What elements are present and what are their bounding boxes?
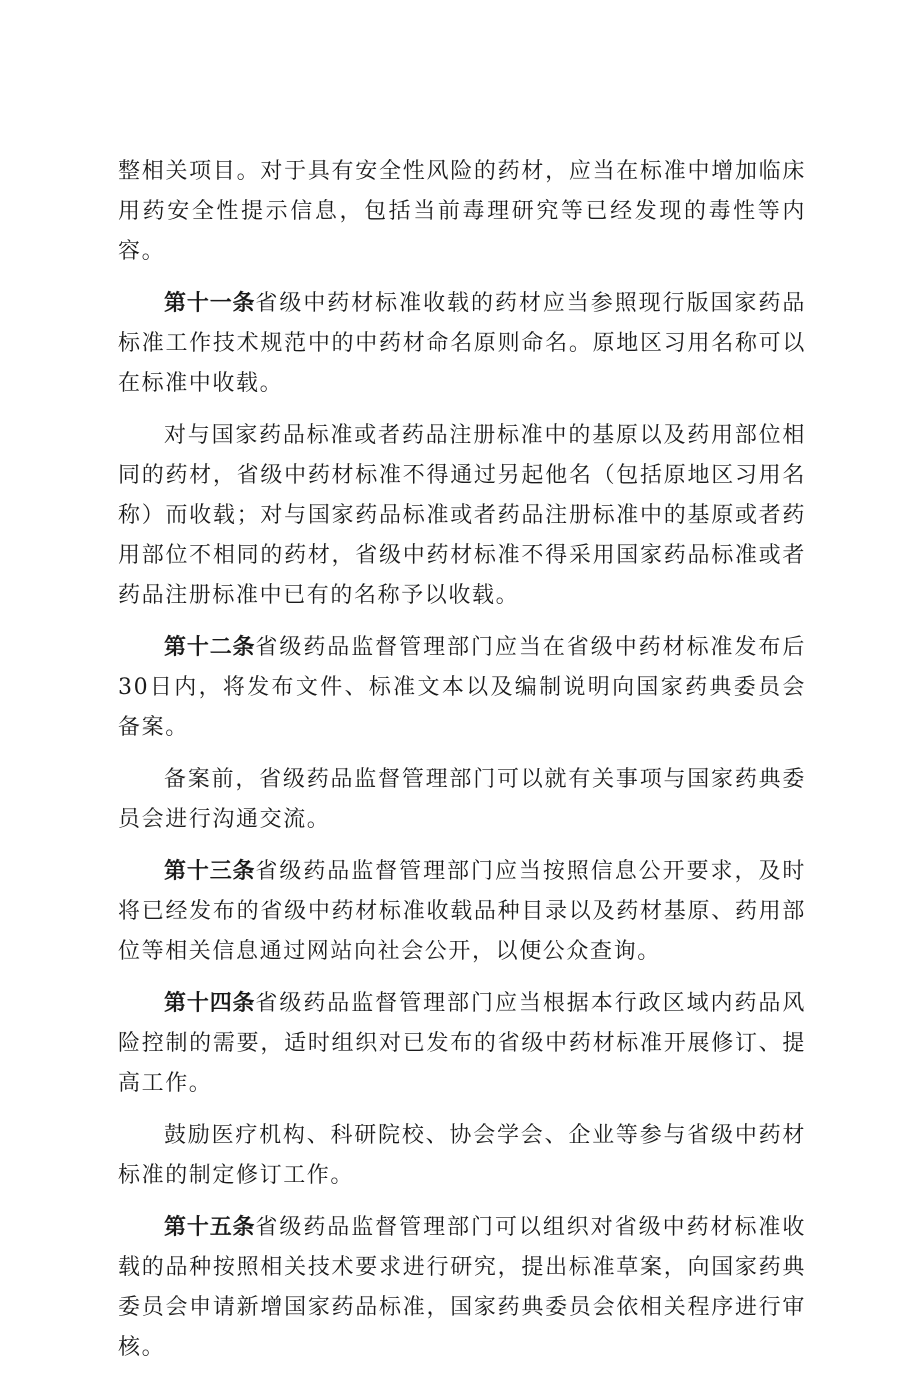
document-body [118, 152, 806, 1380]
paragraph-text: 鼓励医疗机构、科研院校、协会学会、企业等参与省级中药材标准的制定修订工作。 [118, 1123, 806, 1188]
article-number: 第十三条 [164, 859, 256, 884]
article-number: 第十一条 [164, 291, 256, 316]
paragraph-text: 省级药品监督管理部门可以组织对省级中药材标准收载的品种按照相关技术要求进行研究，提出标准草案，向国家药典委员会申请新增国家药品标准，国家药典委员会依相关程序进行审核。 [118, 1215, 806, 1360]
article-number: 第十二条 [164, 635, 256, 660]
paragraph-text: 整相关项目。对于具有安全性风险的药材，应当在标准中增加临床用药安全性提示信息，包括当前毒理研究等已经发现的毒性等内容。 [118, 159, 806, 264]
article-12-paragraph [118, 628, 806, 748]
paragraph-text: 备案前，省级药品监督管理部门可以就有关事项与国家药典委员会进行沟通交流。 [118, 767, 806, 832]
article-11-paragraph [118, 284, 806, 404]
paragraph-text: 省级药品监督管理部门应当在省级中药材标准发布后30日内，将发布文件、标准文本以及编制说明向国家药典委员会备案。 [118, 635, 806, 740]
article-15-paragraph [118, 1208, 806, 1368]
paragraph [118, 416, 806, 616]
paragraph [118, 760, 806, 840]
article-number: 第十四条 [164, 991, 256, 1016]
paragraph [118, 152, 806, 272]
article-13-paragraph [118, 852, 806, 972]
paragraph-text: 对与国家药品标准或者药品注册标准中的基原以及药用部位相同的药材，省级中药材标准不得通过另起他名（包括原地区习用名称）而收载；对与国家药品标准或者药品注册标准中的基原或者药用部位不相同的药材，省级中药材标准不得采用国家药品标准或者药品注册标准中已有的名称予以收载。 [118, 423, 806, 608]
article-14-paragraph [118, 984, 806, 1104]
paragraph-text: 省级中药材标准收载的药材应当参照现行版国家药品标准工作技术规范中的中药材命名原则命名。原地区习用名称可以在标准中收载。 [118, 291, 806, 396]
paragraph-text: 省级药品监督管理部门应当根据本行政区域内药品风险控制的需要，适时组织对已发布的省级中药材标准开展修订、提高工作。 [118, 991, 806, 1096]
paragraph [118, 1116, 806, 1196]
paragraph-text: 省级药品监督管理部门应当按照信息公开要求，及时将已经发布的省级中药材标准收载品种目录以及药材基原、药用部位等相关信息通过网站向社会公开，以便公众查询。 [118, 859, 806, 964]
article-number: 第十五条 [164, 1215, 256, 1240]
